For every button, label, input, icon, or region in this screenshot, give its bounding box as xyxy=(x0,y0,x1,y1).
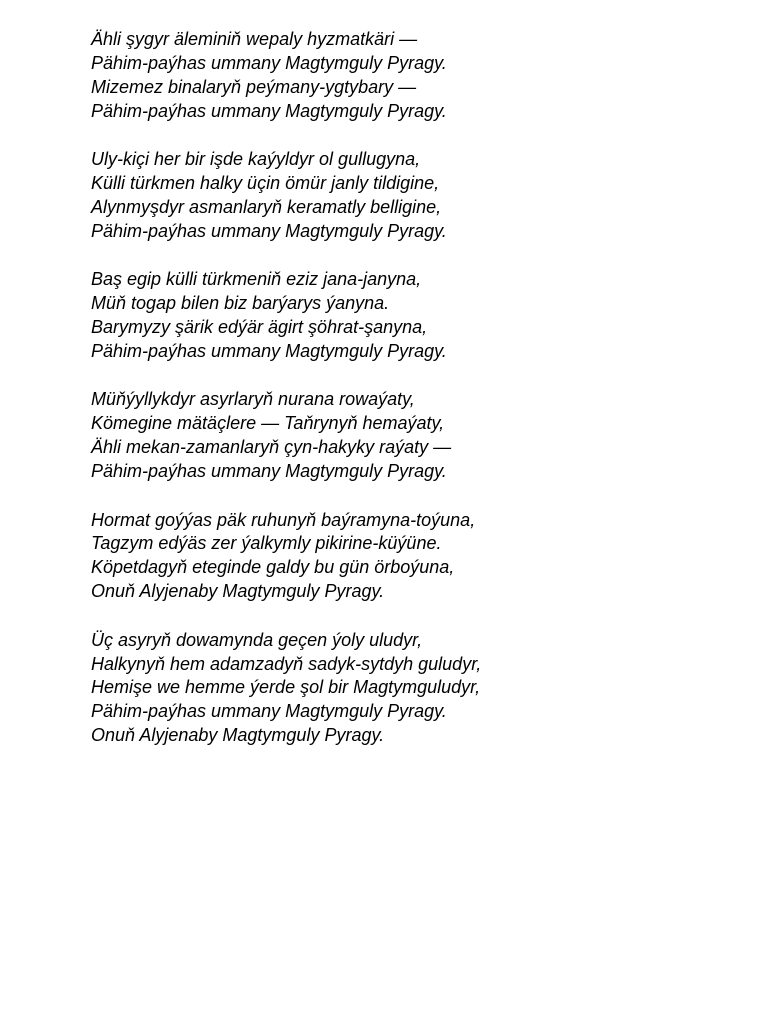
poem-line: Üç asyryň dowamynda geçen ýoly uludyr, xyxy=(91,629,423,650)
poem-line: Hemişe we hemme ýerde şol bir Magtymguludyr, xyxy=(91,677,481,698)
stanza-5 xyxy=(91,509,731,605)
poem-line: Külli türkmen halky üçin ömür janly tildigine, xyxy=(91,173,440,194)
stanza-4 xyxy=(91,388,731,484)
poem-line: Müňýyllykdyr asyrlaryň nurana rowaýaty, xyxy=(91,389,415,410)
poem-line: Kömegine mätäçlere — Taňrynyň hemaýaty, xyxy=(91,413,445,434)
poem-line: Pähim-paýhas ummany Magtymguly Pyragy. xyxy=(91,701,447,722)
poem-line: Pähim-paýhas ummany Magtymguly Pyragy. xyxy=(91,461,447,482)
poem-line: Barymyzy şärik edýär ägirt şöhrat-şanyna, xyxy=(91,317,428,338)
poem-line: Ähli şygyr äleminiň wepaly hyzmatkäri — xyxy=(91,29,418,49)
poem-line: Halkynyň hem adamzadyň sadyk-sytdyh guludyr, xyxy=(91,653,482,674)
poem-line: Ähli mekan-zamanlaryň çyn-hakyky raýaty — xyxy=(91,437,452,458)
poem-line: Pähim-paýhas ummany Magtymguly Pyragy. xyxy=(91,52,447,73)
stanza-1 xyxy=(91,28,731,124)
poem-line: Müň togap bilen biz barýarys ýanyna. xyxy=(91,293,390,314)
poem-line: Onuň Alyjenaby Magtymguly Pyragy. xyxy=(91,581,385,602)
poem-line: Pähim-paýhas ummany Magtymguly Pyragy. xyxy=(91,220,447,241)
poem-line: Uly-kiçi her bir işde kaýyldyr ol gullugyna, xyxy=(91,149,421,170)
poem-line: Onuň Alyjenaby Magtymguly Pyragy. xyxy=(91,725,385,746)
stanza-2 xyxy=(91,148,731,244)
poem-line: Baş egip külli türkmeniň eziz jana-janyna, xyxy=(91,269,422,290)
poem-line: Pähim-paýhas ummany Magtymguly Pyragy. xyxy=(91,100,447,121)
stanza-3 xyxy=(91,268,731,364)
poem-line: Hormat goýýas päk ruhunyň baýramyna-toýuna, xyxy=(91,509,476,530)
poem xyxy=(91,28,731,748)
poem-line: Köpetdagyň eteginde galdy bu gün örboýuna, xyxy=(91,557,455,578)
poem-line: Pähim-paýhas ummany Magtymguly Pyragy. xyxy=(91,340,447,361)
poem-line: Alynmyşdyr asmanlaryň keramatly belligine, xyxy=(91,196,442,217)
poem-line: Mizemez binalaryň peýmany-ygtybary — xyxy=(91,76,417,97)
stanza-6 xyxy=(91,629,731,749)
poem-line: Tagzym edýäs zer ýalkymly pikirine-küýüne. xyxy=(91,533,442,554)
